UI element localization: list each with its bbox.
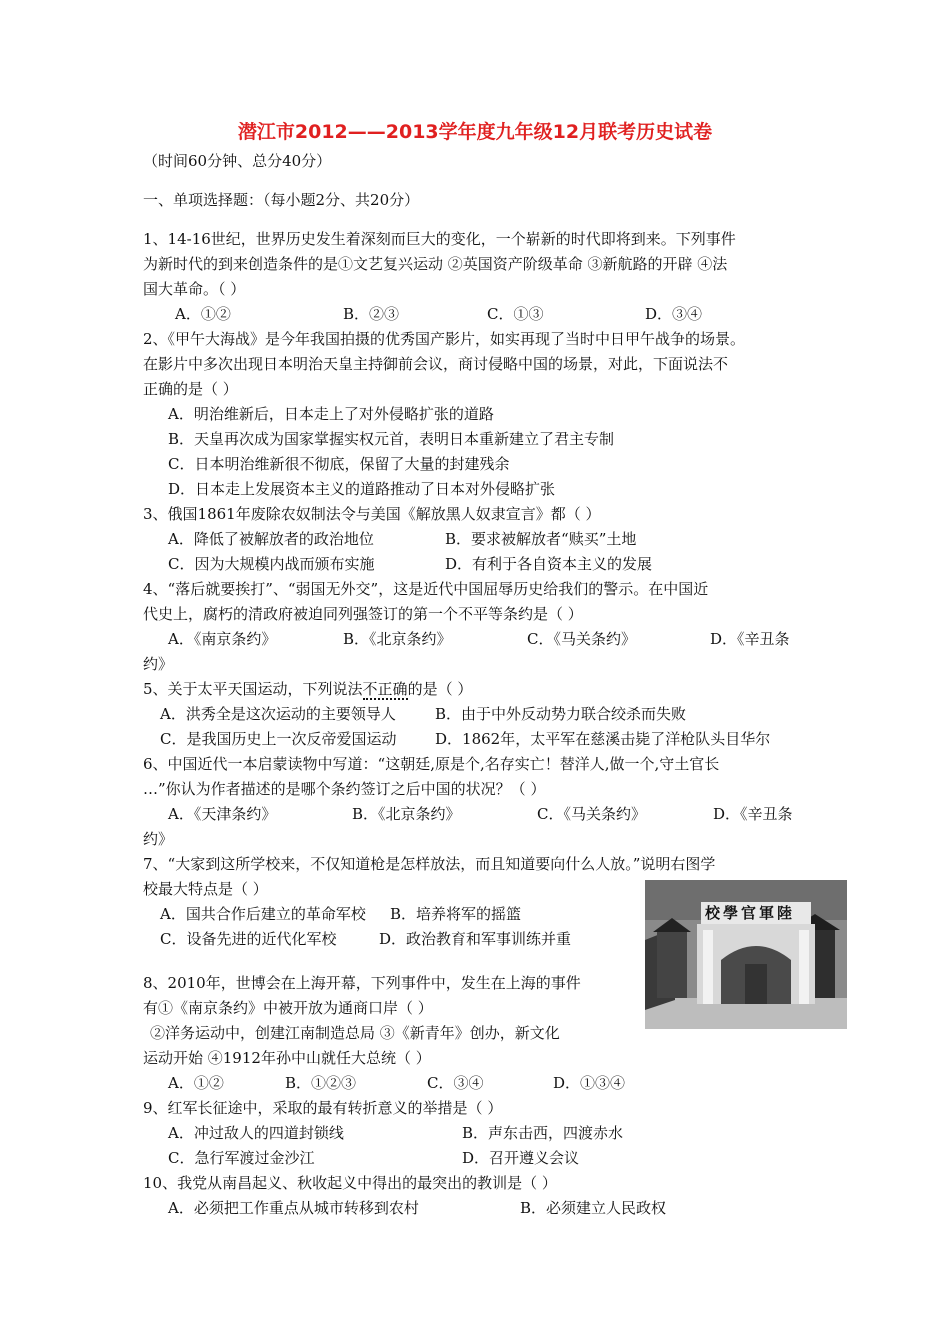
option-b: B．①②③ [285,1074,357,1092]
exam-time-note: （时间60分钟、总分40分） [143,152,332,170]
option-b: B．②③ [343,305,400,323]
option-c: C．③④ [427,1074,484,1092]
question-text: 为新时代的到来创造条件的是①文艺复兴运动 ②英国资产阶级革命 ③新航路的开辟 ④法 [143,255,728,273]
question-text: 8、2010年，世博会在上海开幕，下列事件中，发生在上海的事件 [143,974,581,992]
military-academy-photo [645,880,847,1029]
question-text: 国大革命。（ ） [143,280,246,298]
option-d: D．召开遵义会议 [462,1149,580,1167]
option-c: C．因为大规模内战而颁布实施 [168,555,375,573]
option-a: A．洪秀全是这次运动的主要领导人 [160,705,396,723]
option-d: D．①③④ [553,1074,626,1092]
section-heading: 一、单项选择题：（每小题2分、共20分） [143,191,420,209]
option-a: A．必须把工作重点从城市转移到农村 [168,1199,419,1217]
option-a: A．①② [175,305,231,323]
question-text: 运动开始 ④1912年孙中山就任大总统（ ） [143,1049,431,1067]
question-text: 在影片中多次出现日本明治天皇主持御前会议，商讨侵略中国的场景，对此，下面说法不 [143,355,729,373]
option-b: B．要求被解放者“赎买”土地 [445,530,637,548]
option-b: B．必须建立人民政权 [520,1199,667,1217]
option-b: B．《北京条约》 [352,805,461,823]
option-b: B．由于中外反动势力联合绞杀而失败 [435,705,687,723]
question-text: ②洋务运动中，创建江南制造总局 ③《新青年》创办，新文化 [150,1024,560,1042]
question-text: 2、《甲午大海战》是今年我国拍摄的优秀国产影片，如实再现了当时中日甲午战争的场景。 [143,330,746,348]
page-title: 潜江市2012——2013学年度九年级12月联考历史试卷 [237,121,713,143]
option-d-continued: 约》 [143,655,174,673]
option-d: D．有利于各自资本主义的发展 [445,555,653,573]
option-a: A．《南京条约》 [168,630,277,648]
question-text: 正确的是（ ） [143,380,238,398]
option-d-continued: 约》 [143,830,174,848]
question-text-pre: 5、关于太平天国运动，下列说法 [143,680,363,698]
question-text: 9、红军长征途中，采取的最有转折意义的举措是（ ） [143,1099,503,1117]
question-text: 有①《南京条约》中被开放为通商口岸（ ） [143,999,433,1017]
option-c: C．①③ [487,305,544,323]
option-a: A．降低了被解放者的政治地位 [168,530,374,548]
option-d: D．③④ [645,305,703,323]
question-text: 代史上，腐朽的清政府被迫同列强签订的第一个不平等条约是（ ） [143,605,583,623]
option-c: C．是我国历史上一次反帝爱国运动 [160,730,397,748]
option-c: C．急行军渡过金沙江 [168,1149,315,1167]
option-c: C．日本明治维新很不彻底，保留了大量的封建残余 [168,455,510,473]
option-b: B．声东击西，四渡赤水 [462,1124,624,1142]
option-a: A．冲过敌人的四道封锁线 [168,1124,344,1142]
question-text: 10、我党从南昌起义、秋收起义中得出的最突出的教训是（ ） [143,1174,557,1192]
option-d: D．政治教育和军事训练并重 [379,930,572,948]
option-b: B．培养将军的摇篮 [390,905,522,923]
option-a: A．明治维新后，日本走上了对外侵略扩张的道路 [168,405,494,423]
option-c: C．《马关条约》 [527,630,636,648]
academy-gate-sign: 校學官軍陸 [705,904,796,922]
question-text [143,679,472,699]
question-text: 7、“大家到这所学校来，不仅知道枪是怎样放法，而且知道要向什么人放。”说明右图学 [143,855,716,873]
question-text: 6、中国近代一本启蒙读物中写道：“这朝廷,原是个,名存实亡！替洋人,做一个,守土官长 [143,755,720,773]
option-a: A．国共合作后建立的革命军校 [160,905,366,923]
question-text: 3、俄国1861年废除农奴制法令与美国《解放黑人奴隶宣言》都（ ） [143,505,601,523]
option-b: B．天皇再次成为国家掌握实权元首，表明日本重新建立了君主专制 [168,430,615,448]
option-d: D．日本走上发展资本主义的道路推动了日本对外侵略扩张 [168,480,556,498]
question-text: 1、14-16世纪，世界历史发生着深刻而巨大的变化，一个崭新的时代即将到来。下列事件 [143,230,736,248]
question-text: 4、“落后就要挨打”、“弱国无外交”，这是近代中国屈辱历史给我们的警示。在中国近 [143,580,709,598]
option-d: D．1862年，太平军在慈溪击毙了洋枪队头目华尔 [435,730,771,748]
option-d: D．《辛丑条 [713,805,793,823]
question-text: …”你认为作者描述的是哪个条约签订之后中国的状况？（ ） [143,780,546,798]
option-c: C．《马关条约》 [537,805,646,823]
option-c: C．设备先进的近代化军校 [160,930,337,948]
option-a: A．①② [168,1074,224,1092]
emphasis-not-correct: 不正确 [362,680,408,698]
option-a: A．《天津条约》 [168,805,277,823]
option-b: B．《北京条约》 [343,630,452,648]
question-text-post: 的是（ ） [407,680,473,698]
question-text: 校最大特点是（ ） [143,880,268,898]
option-d: D．《辛丑条 [710,630,790,648]
